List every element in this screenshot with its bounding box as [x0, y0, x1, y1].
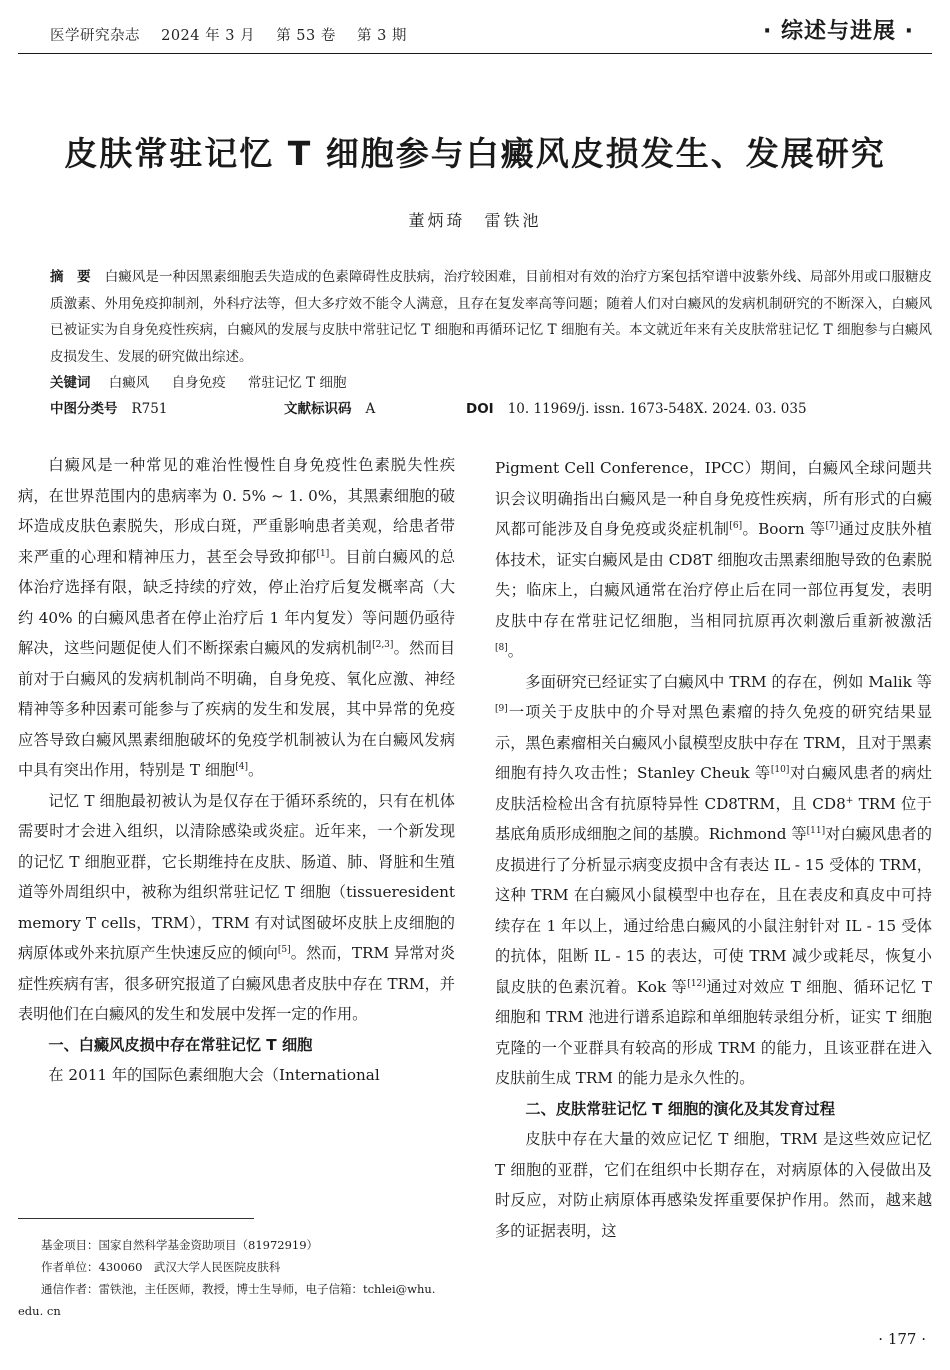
- text-run: TRM 位于基底角质形成细胞之间的基膜。Richmond 等: [495, 794, 932, 843]
- citation: [10]: [770, 765, 790, 775]
- document-code: [284, 396, 375, 422]
- keywords-label: 关键词: [50, 375, 91, 391]
- text-run: Pigment Cell Conference，IPCC）期间，白癜风全球问题共识会议明确指出白癜风是一种自身免疫性疾病，所有形式的白癜风都可能涉及自身免疫或炎症机制: [495, 459, 932, 538]
- document-code-value: A: [365, 401, 376, 417]
- section-heading: 一、白癜风皮损中存在常驻记忆 T 细胞: [48, 1035, 313, 1054]
- section-heading: 二、皮肤常驻记忆 T 细胞的演化及其发育过程: [525, 1099, 835, 1118]
- footnotes: [18, 1234, 455, 1322]
- citation: [4]: [235, 762, 248, 772]
- text-run: 记忆 T 细胞最初被认为是仅存在于循环系统的，只有在机体需要时才会进入组织，以清除感染或炎症。近年来，一个新发现的记忆 T 细胞亚群，它长期维持在皮肤、肠道、肺、肾脏和生殖道等外周组织中，被称为组织常驻记忆 T 细胞（tissueresident memory T cells，TRM），TRM 有对试图破坏皮肤上皮细胞的病原体或外来抗原产生快速反应的倾向: [18, 791, 455, 962]
- text-run: 。: [507, 642, 523, 660]
- citation: [7]: [825, 521, 839, 531]
- footnote-divider: [18, 1218, 254, 1219]
- citation: [5]: [277, 945, 291, 955]
- text-run: 多面研究已经证实了白癜风中 TRM 的存在，例如 Malik 等: [525, 672, 932, 691]
- keyword-item: 自身免疫: [171, 375, 226, 391]
- abstract-text: 白癜风是一种因黑素细胞丢失造成的色素障碍性皮肤病，治疗较困难，目前相对有效的治疗方案包括窄谱中波紫外线、局部外用或口服糖皮质激素、外用免疫抑制剂，外科疗法等，但大多疗效不能令人满意，且存在复发率高等问题；随着人们对白癜风的发病机制研究的不断深入，白癜风已被证实为自身免疫性疾病，白癜风的发展与皮肤中常驻记忆 T 细胞和再循环记忆 T 细胞有关。本文就近年来有关皮肤常驻记忆 T 细胞参与白癜风皮损发生、发展的研究做出综述。: [50, 269, 933, 365]
- section-label: · 综述与进展 ·: [762, 19, 914, 44]
- text-run: 。然而，TRM 异常对炎症性疾病有害，很多研究报道了白癜风患者皮肤中存在 TRM，并表明他们在白癜风的发生和发展中发挥一定的作用。: [18, 944, 456, 1023]
- abstract-label: 摘 要: [50, 269, 91, 285]
- text-run: 通过对效应 T 细胞、循环记忆 T 细胞和 TRM 池进行谱系追踪和单细胞转录组分析，证实 T 细胞克隆的一个亚群具有较高的形成 TRM 的能力，且该亚群在进入皮肤前生成 TRM 的能力是永久性的。: [495, 977, 932, 1087]
- paragraph: [495, 667, 932, 1094]
- issue-date: 2024 年 3 月: [161, 28, 256, 44]
- issue-number: 第 3 期: [356, 28, 407, 44]
- running-header: [50, 24, 423, 45]
- paragraph: [18, 786, 455, 1030]
- citation: [8]: [495, 643, 508, 653]
- superscript: +: [845, 795, 854, 806]
- author-list: 董炳琦 雷铁池: [408, 211, 542, 230]
- keyword-item: 常驻记忆 T 细胞: [247, 375, 347, 391]
- abstract: [50, 264, 932, 370]
- paragraph: 在 2011 年的国际色素细胞大会（International: [48, 1066, 380, 1084]
- citation: [11]: [806, 826, 826, 836]
- classification-value: R751: [131, 401, 168, 417]
- paragraph: 皮肤中存在大量的效应记忆 T 细胞，TRM 是这些效应记忆 T 细胞的亚群，它们在组织中长期存在，对病原体的入侵做出及时反应，对防止病原体再感染发挥重要保护作用。然而，越来越多的证据表明，这: [495, 1130, 932, 1240]
- citation: [12]: [687, 978, 706, 989]
- doi-value: 10. 11969/j. issn. 1673-548X. 2024. 03. 035: [507, 401, 807, 417]
- citation: [1]: [316, 548, 330, 559]
- footnote-funding: 基金项目：国家自然科学基金资助项目（81972919）: [41, 1238, 319, 1252]
- text-run: 白癜风是一种常见的难治性慢性自身免疫性色素脱失性疾病，在世界范围内的患病率为 0. 5% ~ 1. 0%，其黑素细胞的破坏造成皮肤色素脱失，形成白斑，严重影响患者美观，给患者带来严重的心理和精神压力，甚至会导致抑郁: [18, 456, 455, 566]
- paragraph: [18, 450, 455, 786]
- citation: [6]: [729, 521, 743, 531]
- paragraph: [495, 453, 932, 667]
- text-run: 。然而目前对于白癜风的发病机制尚不明确，自身免疫、氧化应激、神经精神等多种因素可能参与了疾病的发生和发展，其中异常的免疫应答导致白癜风黑素细胞破坏的免疫学机制被认为在白癜风发病中具有突出作用，特别是 T 细胞: [18, 639, 456, 779]
- text-run: 通过皮肤外植体技术，证实白癜风是由 CD8T 细胞攻击黑素细胞导致的色素脱失；临床上，白癜风通常在治疗停止后在同一部位再复发，表明皮肤中存在常驻记忆细胞，当相同抗原再次刺激后重新被激活: [495, 520, 932, 630]
- keyword-item: 白癜风: [108, 375, 150, 391]
- body-column-left: [18, 450, 455, 1091]
- document-code-label: 文献标识码: [284, 401, 352, 417]
- doi: [466, 396, 807, 422]
- text-run: 一项关于皮肤中的介导对黑色素瘤的持久免疫的研究结果显示，黑色素瘤相关白癜风小鼠模型皮肤中存在 TRM，且对于黑素细胞有持久攻击性；Stanley Cheuk 等: [495, 703, 932, 782]
- text-run: 。Boorn 等: [742, 520, 826, 538]
- citation: [9]: [495, 704, 508, 714]
- classification-label: 中图分类号: [50, 401, 118, 417]
- text-run: 。目前白癜风的总体治疗选择有限，缺乏持续的疗效，停止治疗后复发概率高（大约 40% 的白癜风患者在停止治疗后 1 年内复发）等问题仍亟待解决，这些问题促使人们不断探索白癜风的发病机制: [18, 547, 456, 657]
- body-column-right: [495, 453, 932, 1246]
- article-title: 皮肤常驻记忆 T 细胞参与白癜风皮损发生、发展研究: [64, 134, 886, 173]
- keywords: [50, 370, 364, 396]
- volume: 第 53 卷: [276, 28, 336, 44]
- header-divider: [18, 53, 932, 54]
- doi-label: DOI: [466, 401, 494, 417]
- footnote-affiliation: 作者单位：430060 武汉大学人民医院皮肤科: [41, 1260, 281, 1274]
- text-run: 对白癜风患者的病灶皮肤活检检出含有抗原特异性 CD8TRM，且 CD8: [495, 764, 932, 813]
- citation: [2,3]: [372, 640, 394, 650]
- classification: [50, 396, 167, 422]
- footnote-correspondence: 通信作者：雷铁池，主任医师，教授，博士生导师，电子信箱：tchlei@whu. edu. cn: [18, 1282, 436, 1318]
- page-number: · 177 ·: [878, 1330, 926, 1348]
- text-run: 对白癜风患者的皮损进行了分析显示病变皮损中含有表达 IL - 15 受体的 TRM，这种 TRM 在白癜风小鼠模型中也存在，且在表皮和真皮中可持续存在 1 年以上，通过给患白癜风的小鼠注射针对 IL - 15 受体的抗体，阻断 IL - 15 的表达，可使 TRM 减少或耗尽，恢复小鼠皮肤的色素沉着。Kok 等: [495, 825, 932, 996]
- journal-name: 医学研究杂志: [50, 28, 140, 44]
- text-run: 。: [247, 761, 264, 779]
